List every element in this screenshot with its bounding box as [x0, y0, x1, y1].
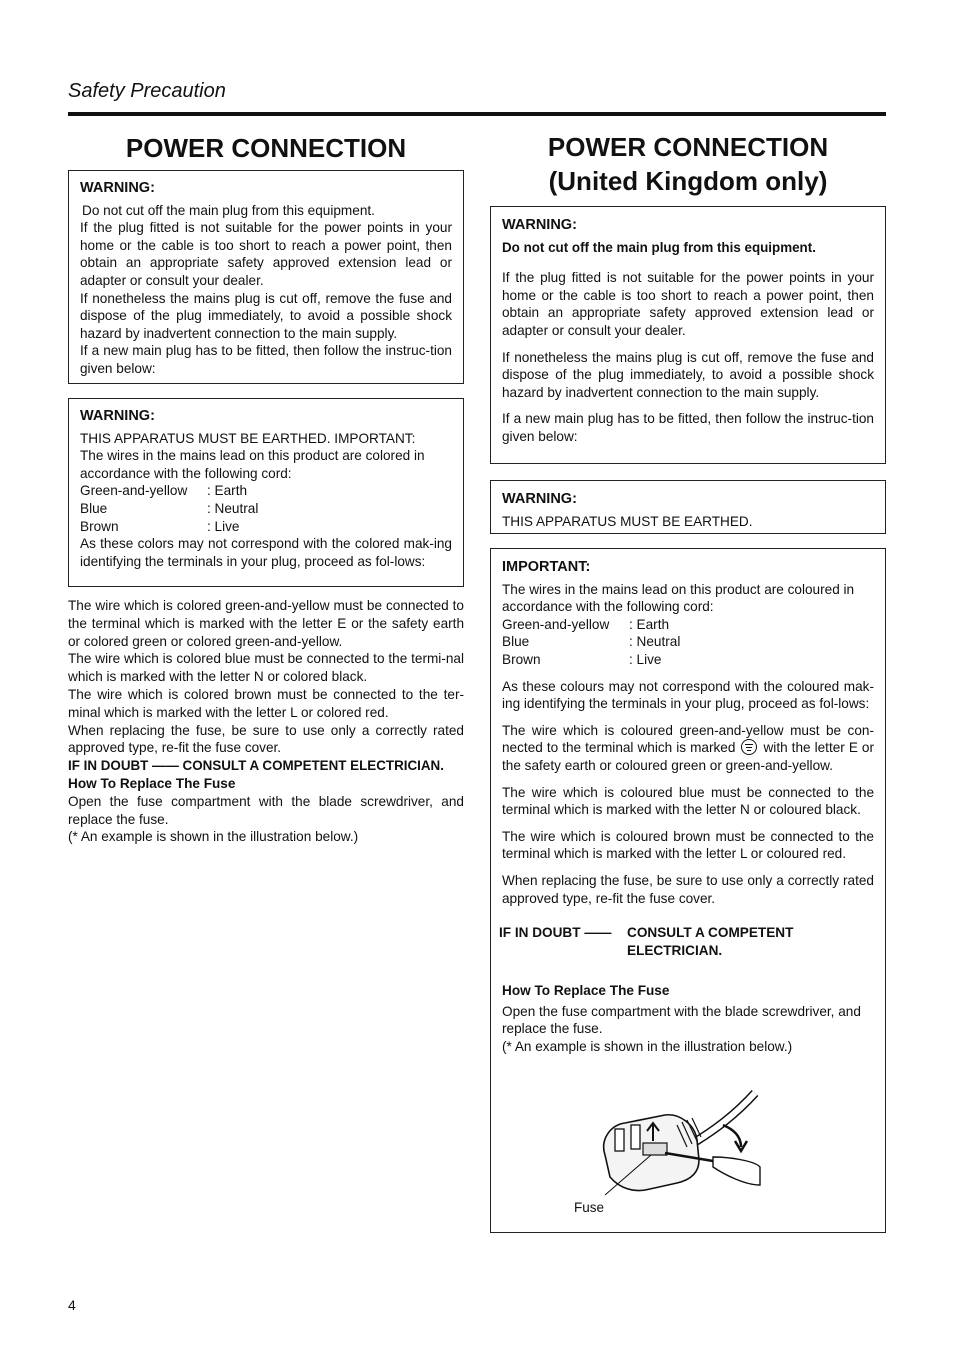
- wire-name: Green-and-yellow: [502, 616, 610, 632]
- important-text: Open the fuse compartment with the blade screwdriver, and replace the fuse.: [502, 1003, 861, 1037]
- warning-text: If nonetheless the mains plug is cut off, remove the fuse and dispose of the plug immediately, to avoid a possible shock hazard by inadvertent connection to the main supply.: [502, 349, 874, 400]
- body-paragraph: The wire which is colored brown must be connected to the ter-minal which is marked with the letter L or colored red.: [68, 686, 464, 720]
- wire-row: [502, 651, 874, 669]
- wire-row: [502, 616, 874, 634]
- warning-text: If the plug fitted is not suitable for the power points in your home or the cable is too short to reach a power point, then obtain an appropriate safety approved extension lead or adapter or consult your dealer.: [80, 220, 452, 288]
- wire-value: : Live: [207, 518, 240, 534]
- wire-name: Blue: [502, 634, 530, 650]
- wire-value: : Neutral: [629, 634, 681, 650]
- howto-heading: How To Replace The Fuse: [68, 775, 236, 791]
- wire-row: [80, 518, 452, 536]
- warning-text: If the plug fitted is not suitable for the power points in your home or the cable is too short to reach a power point, then obtain an appropriate safety approved extension lead or adapter or consult your dealer.: [502, 270, 874, 338]
- doubt-label: IF IN DOUBT ——: [499, 925, 612, 941]
- header-rule: [68, 112, 886, 116]
- body-paragraph: When replacing the fuse, be sure to use only a correctly rated approved type, re-fit the fuse cover.: [68, 722, 464, 756]
- warning-heading: WARNING:: [502, 217, 577, 233]
- right-warning-box-2: [490, 480, 886, 534]
- wire-row: [80, 500, 452, 518]
- left-body: [68, 597, 464, 846]
- important-text-part: with the letter E or the safety earth or coloured green or green-and-yellow.: [502, 740, 875, 773]
- doubt-block: [499, 924, 874, 959]
- warning-text: As these colors may not correspond with the colored mak-ing identifying the terminals in your plug, proceed as fol-lows:: [80, 536, 452, 569]
- important-text: The wire which is coloured brown must be connected to the terminal which is marked with the letter L or coloured red.: [502, 828, 874, 862]
- doubt-line: IF IN DOUBT —— CONSULT A COMPETENT ELECTRICIAN.: [68, 758, 444, 774]
- section-header: Safety Precaution: [68, 80, 226, 102]
- right-important-box: [490, 548, 886, 1233]
- wire-name: Green-and-yellow: [80, 483, 188, 499]
- wire-value: : Neutral: [207, 500, 259, 516]
- important-text: [502, 722, 874, 775]
- warning-text: If a new main plug has to be fitted, then follow the instruc-tion given below:: [80, 343, 452, 376]
- important-text: (* An example is shown in the illustration below.): [502, 1039, 793, 1055]
- important-text: When replacing the fuse, be sure to use only a correctly rated approved type, re-fit the fuse cover.: [502, 872, 874, 906]
- wire-name: Blue: [80, 500, 108, 516]
- wire-value: : Earth: [207, 483, 248, 499]
- wire-value: : Live: [629, 651, 662, 667]
- important-text: The wires in the mains lead on this product are coloured in accordance with the following cord:: [502, 581, 855, 615]
- wire-name: Brown: [80, 518, 119, 534]
- right-title-line-1: POWER CONNECTION: [547, 132, 829, 162]
- warning-text: THIS APPARATUS MUST BE EARTHED. IMPORTANT:: [80, 430, 416, 446]
- warning-text: THIS APPARATUS MUST BE EARTHED.: [502, 513, 753, 529]
- earth-symbol-icon: [741, 739, 757, 755]
- warning-text: If a new main plug has to be fitted, then follow the instruc-tion given below:: [502, 411, 874, 444]
- right-title-line-2: (United Kingdom only): [548, 166, 828, 196]
- body-paragraph: The wire which is colored green-and-yellow must be connected to the terminal which is marked with the letter E or the safety earth or colored green or colored green-and-yellow.: [68, 598, 464, 649]
- warning-bold-line: Do not cut off the main plug from this equipment.: [502, 239, 816, 255]
- body-paragraph: Open the fuse compartment with the blade screwdriver, and replace the fuse.: [68, 793, 464, 827]
- warning-text: Do not cut off the main plug from this equipment.: [82, 202, 375, 218]
- wire-row: [80, 482, 452, 500]
- fuse-label: Fuse: [574, 1200, 605, 1215]
- left-warning-box-2: [68, 398, 464, 587]
- howto-heading: How To Replace The Fuse: [502, 983, 670, 999]
- important-heading: IMPORTANT:: [502, 559, 591, 575]
- important-text: As these colours may not correspond with the coloured mak-ing identifying the terminals in your plug, proceed as fol-lows:: [502, 678, 874, 712]
- doubt-text: CONSULT A COMPETENT ELECTRICIAN.: [627, 925, 794, 958]
- warning-heading: WARNING:: [80, 408, 155, 424]
- warning-heading: WARNING:: [80, 180, 155, 196]
- wire-name: Brown: [502, 651, 541, 667]
- wire-value: : Earth: [629, 616, 670, 632]
- important-text-part: The wire which is coloured green-and-yellow must be con-nected to the terminal which is marked: [502, 722, 874, 756]
- warning-text: If nonetheless the mains plug is cut off, remove the fuse and dispose of the plug immediately, to avoid a possible shock hazard by inadvertent connection to the main supply.: [80, 290, 452, 341]
- body-paragraph: The wire which is colored blue must be connected to the termi-nal which is marked with the letter N or colored black.: [68, 651, 464, 685]
- warning-text: The wires in the mains lead on this product are colored in accordance with the following cord:: [80, 448, 425, 481]
- left-warning-box-1: [68, 170, 464, 384]
- right-title: [490, 130, 886, 198]
- warning-heading: WARNING:: [502, 491, 577, 507]
- right-warning-box-1: [490, 206, 886, 464]
- body-paragraph: (* An example is shown in the illustration below.): [68, 829, 359, 845]
- wire-row: [502, 633, 874, 651]
- plug-illustration: [595, 1085, 765, 1205]
- important-text: The wire which is coloured blue must be connected to the terminal which is marked with the letter N or coloured black.: [502, 784, 874, 818]
- page-number: 4: [68, 1297, 76, 1313]
- left-title: POWER CONNECTION: [125, 133, 407, 163]
